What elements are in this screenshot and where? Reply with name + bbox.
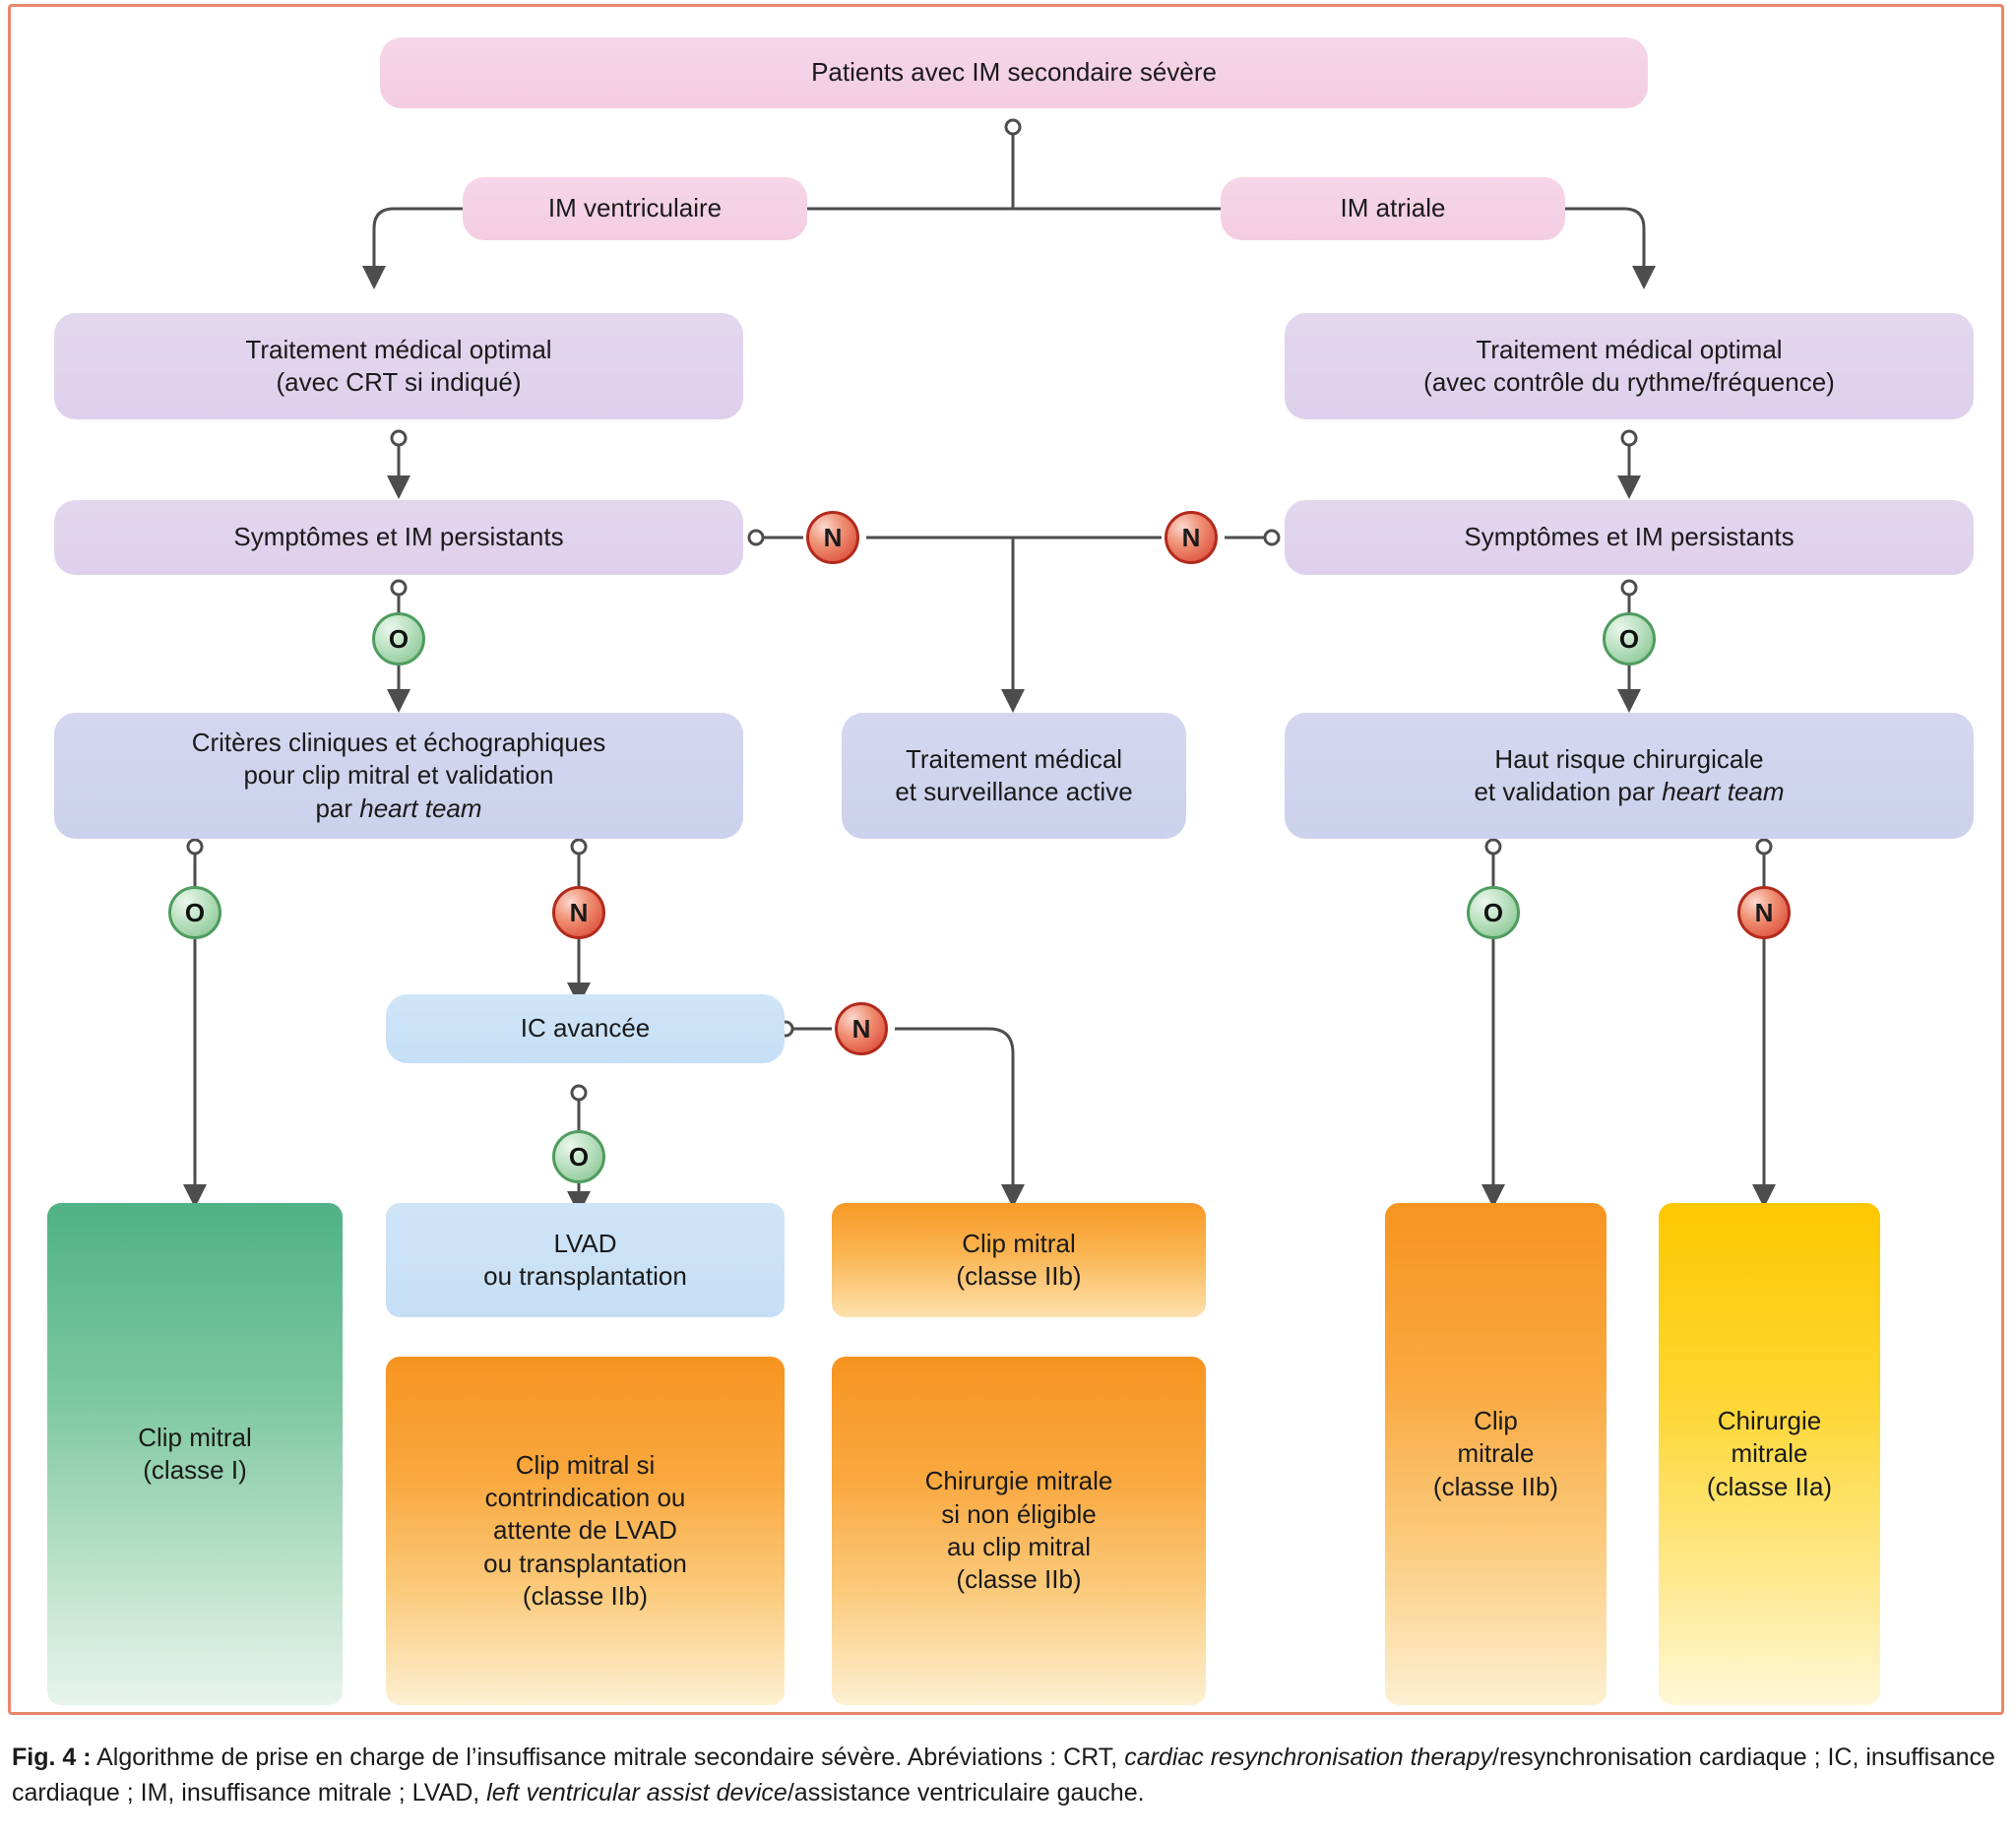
clip-iib-top-line1: Clip mitral (962, 1228, 1076, 1258)
clip-contrind-line2: contrindication ou (484, 1483, 686, 1513)
badge-yes-symptomes-gauche (372, 612, 425, 666)
surveillance-line1: Traitement médical (905, 743, 1123, 774)
node-ic-avancee (386, 994, 785, 1063)
criteres-line1: Critères cliniques et échographiques (191, 728, 606, 758)
haut-risque-line1: Haut risque chirurgicale (1494, 743, 1764, 774)
badge-label: O (388, 623, 410, 654)
badge-no-ic-avancee (835, 1002, 888, 1055)
badge-no-symptomes-droite (1165, 511, 1218, 564)
clip-contrind-line1: Clip mitral si (515, 1449, 656, 1480)
tmo-right-line1: Traitement médical optimal (1476, 334, 1783, 364)
node-haut-risque (1285, 713, 1974, 839)
clip-classe1-line2: (classe I) (143, 1455, 247, 1485)
chir-right-line2: mitrale (1731, 1438, 1808, 1469)
node-im-ventriculaire-label: IM ventriculaire (547, 193, 723, 223)
criteres-line3-italic: heart team (359, 793, 482, 823)
chir-right-line3: (classe IIa) (1706, 1471, 1833, 1501)
node-root (380, 37, 1648, 108)
chir-noneligible-line4: (classe IIb) (956, 1564, 1082, 1595)
node-im-atriale-label: IM atriale (1340, 193, 1446, 223)
node-traitement-medical-optimal-droite (1285, 313, 1974, 419)
tmo-left-line1: Traitement médical optimal (245, 334, 552, 364)
clip-right-line3: (classe IIb) (1432, 1471, 1559, 1501)
outcome-lvad-transplantation (386, 1203, 785, 1317)
clip-right-line2: mitrale (1457, 1438, 1535, 1469)
badge-label: N (851, 1013, 871, 1044)
node-symptomes-gauche (54, 500, 743, 575)
outcome-chirurgie-mitrale-droite (1659, 1203, 1880, 1705)
badge-no-symptomes-gauche (806, 511, 859, 564)
chir-noneligible-line1: Chirurgie mitrale (924, 1466, 1113, 1496)
node-symptomes-droite (1285, 500, 1974, 575)
ic-avancee-label: IC avancée (520, 1013, 651, 1044)
lvad-line1: LVAD (553, 1228, 617, 1258)
badge-label: O (1618, 623, 1640, 654)
caption-text-2: /resynchronisation cardiaque ; IC, insuffisance cardiaque ; IM, insuffisance mitrale ; LVAD, (12, 1744, 1995, 1807)
badge-label: N (1181, 522, 1201, 552)
criteres-line2: pour clip mitral et validation (243, 760, 554, 791)
haut-risque-line2-italic: heart team (1662, 777, 1785, 806)
outcome-clip-mitral-classe-1 (47, 1203, 343, 1705)
criteres-line3-prefix: par (315, 793, 360, 823)
lvad-line2: ou transplantation (483, 1261, 687, 1291)
chir-noneligible-line2: si non éligible (941, 1498, 1097, 1529)
badge-yes-ic-avancee (552, 1130, 605, 1183)
badge-label: O (568, 1141, 590, 1172)
node-traitement-medical-optimal-gauche (54, 313, 743, 419)
node-surveillance-active (842, 713, 1186, 839)
clip-right-line1: Clip (1474, 1406, 1518, 1436)
haut-risque-line2-prefix: et validation par (1474, 777, 1663, 806)
badge-yes-criteres (168, 886, 221, 939)
tmo-left-line2: (avec CRT si indiqué) (276, 367, 522, 397)
symptomes-droite-label: Symptômes et IM persistants (1464, 522, 1795, 552)
badge-label: N (1754, 897, 1774, 927)
outcome-chirurgie-non-eligible (832, 1357, 1206, 1705)
badge-label: N (569, 897, 589, 927)
badge-yes-symptomes-droite (1603, 612, 1656, 666)
figure-caption (12, 1741, 2004, 1810)
chir-right-line1: Chirurgie (1717, 1406, 1822, 1436)
symptomes-gauche-label: Symptômes et IM persistants (233, 522, 564, 552)
node-im-atriale (1221, 177, 1565, 240)
clip-classe1-line1: Clip mitral (138, 1422, 252, 1452)
tmo-right-line2: (avec contrôle du rythme/fréquence) (1423, 367, 1835, 397)
badge-label: O (1482, 897, 1504, 927)
caption-text-3: /assistance ventriculaire gauche. (787, 1778, 1145, 1807)
badge-no-haut-risque (1737, 886, 1791, 939)
clip-contrind-line3: attente de LVAD (493, 1515, 677, 1546)
node-im-ventriculaire (463, 177, 807, 240)
outcome-clip-mitrale-droite (1385, 1203, 1606, 1705)
chir-noneligible-line3: au clip mitral (947, 1532, 1091, 1561)
outcome-clip-contrindication (386, 1357, 785, 1705)
clip-contrind-line4: ou transplantation (483, 1548, 687, 1578)
badge-label: O (184, 897, 206, 927)
caption-italic-2: left ventricular assist device (486, 1778, 788, 1807)
clip-iib-top-line2: (classe IIb) (956, 1261, 1082, 1291)
haut-risque-line2 (1474, 776, 1784, 808)
outcome-clip-mitral-iib (832, 1203, 1206, 1317)
caption-text-1: Algorithme de prise en charge de l’insuffisance mitrale secondaire sévère. Abréviations : CRT, (91, 1744, 1125, 1771)
caption-italic-1: cardiac resynchronisation therapy (1124, 1744, 1492, 1771)
badge-yes-haut-risque (1467, 886, 1520, 939)
criteres-line3 (315, 793, 481, 825)
node-root-label: Patients avec IM secondaire sévère (811, 57, 1217, 88)
badge-no-criteres (552, 886, 605, 939)
clip-contrind-line5: (classe IIb) (522, 1580, 649, 1611)
badge-label: N (823, 522, 843, 552)
surveillance-line2: et surveillance active (895, 777, 1133, 806)
caption-label: Fig. 4 : (12, 1744, 92, 1771)
node-criteres-cliniques (54, 713, 743, 839)
